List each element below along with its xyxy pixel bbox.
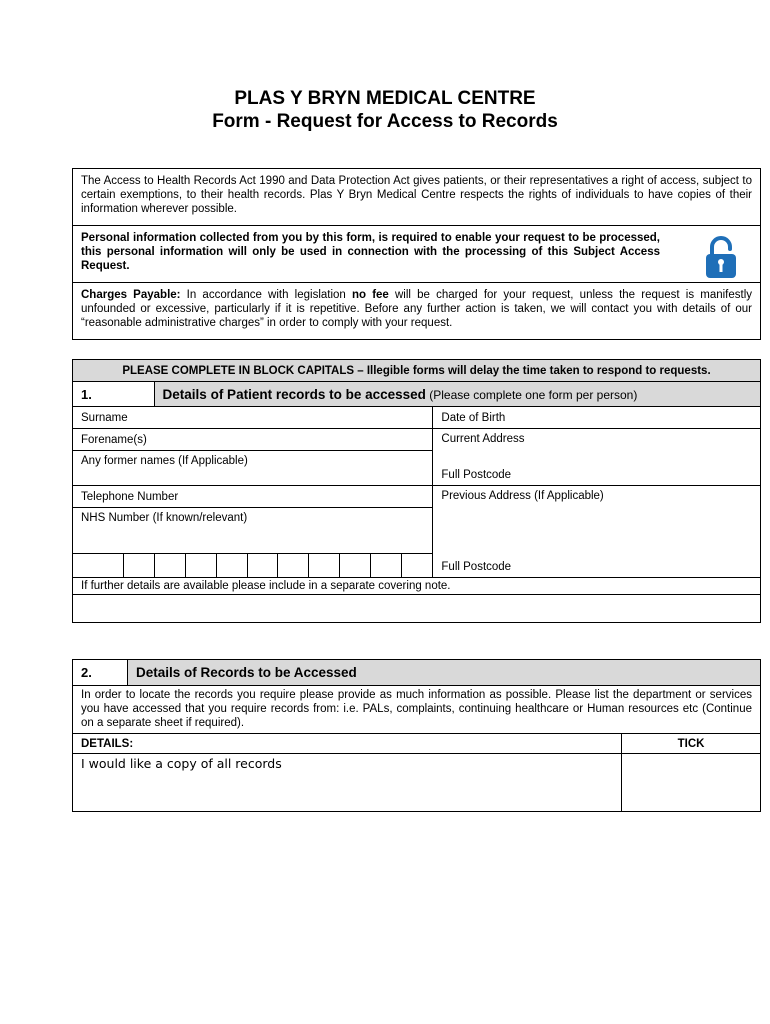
charges-paragraph bbox=[81, 288, 752, 330]
intro-paragraph-acts: The Access to Health Records Act 1990 and Data Protection Act gives patients, or their representatives a right of access, subject to certain exemptions, to their health records. Plas Y Bryn Medical Centre respects the rights of individuals to have copies of their information wherever possible. bbox=[81, 175, 752, 215]
previous-address-label: Previous Address (If Applicable) bbox=[441, 490, 604, 502]
further-details-field[interactable] bbox=[73, 595, 761, 623]
section1-form bbox=[72, 359, 761, 623]
date-of-birth-label: Date of Birth bbox=[441, 411, 506, 424]
section1-number: 1. bbox=[73, 382, 155, 407]
tick-box[interactable] bbox=[622, 754, 761, 812]
intro-paragraph-personal: Personal information collected from you by this form, is required to enable your request to be processed, this personal information will only be used in connection with the processing of this Subject Access Request. bbox=[81, 232, 660, 272]
current-address-label: Current Address bbox=[441, 433, 525, 445]
details-column-header: DETAILS: bbox=[73, 734, 622, 754]
padlock-icon bbox=[704, 234, 738, 285]
forenames-field[interactable] bbox=[73, 429, 433, 451]
intro-section-personal bbox=[73, 226, 760, 283]
former-names-field[interactable] bbox=[73, 451, 433, 486]
nhs-digit-box[interactable] bbox=[216, 554, 247, 578]
nhs-digit-box[interactable] bbox=[154, 554, 185, 578]
nhs-digit-box[interactable] bbox=[185, 554, 216, 578]
section1-heading-cell bbox=[154, 382, 760, 407]
nhs-digit-box[interactable] bbox=[340, 554, 371, 578]
section2-number: 2. bbox=[73, 660, 128, 686]
further-details-note: If further details are available please include in a separate covering note. bbox=[73, 578, 761, 595]
forenames-label: Forename(s) bbox=[81, 433, 147, 446]
charges-text-a: In accordance with legislation bbox=[180, 289, 352, 301]
nhs-digit-box[interactable] bbox=[371, 554, 402, 578]
full-postcode-label-2: Full Postcode bbox=[441, 561, 512, 573]
current-address-field[interactable] bbox=[433, 429, 761, 486]
section1-heading-note: (Please complete one form per person) bbox=[425, 387, 638, 402]
practice-name: PLAS Y BRYN MEDICAL CENTRE bbox=[234, 88, 536, 109]
nhs-digit-box[interactable] bbox=[247, 554, 278, 578]
section2-instructions: In order to locate the records you require please provide as much information as possible. Please list the department or services you have accessed that you require records from: i.e. PALs, complaints, continuing healthcare or Human resources etc (Continue on a separate sheet if required). bbox=[73, 686, 761, 734]
section2-heading: Details of Records to be Accessed bbox=[127, 660, 760, 686]
charges-label: Charges Payable: bbox=[81, 289, 181, 301]
block-capitals-banner: PLEASE COMPLETE IN BLOCK CAPITALS – Illegible forms will delay the time taken to respond to requests. bbox=[73, 360, 761, 382]
full-postcode-label-1: Full Postcode bbox=[441, 469, 512, 481]
surname-field[interactable] bbox=[73, 407, 433, 429]
nhs-digit-box[interactable] bbox=[309, 554, 340, 578]
intro-box bbox=[72, 168, 761, 340]
section2-form bbox=[72, 659, 761, 812]
former-names-label: Any former names (If Applicable) bbox=[81, 455, 248, 467]
details-input[interactable]: I would like a copy of all records bbox=[73, 754, 622, 812]
telephone-label: Telephone Number bbox=[81, 490, 179, 503]
previous-address-field[interactable] bbox=[433, 486, 761, 578]
nhs-number-field[interactable] bbox=[73, 508, 433, 554]
charges-text-b: will be charged for your request, unless the request is manifestly unfounded or excessive, particularly if it is repetitive. Before any further action is taken, we will contact you with details of our “reasonable administrative charges” in order to comply with your request. bbox=[81, 289, 752, 329]
nhs-digit-box[interactable] bbox=[278, 554, 309, 578]
nhs-digit-box[interactable] bbox=[402, 554, 433, 578]
section1-heading: Details of Patient records to be accessed bbox=[162, 386, 426, 402]
intro-section-acts bbox=[73, 169, 760, 226]
nhs-digit-box[interactable] bbox=[123, 554, 154, 578]
nhs-digit-box[interactable] bbox=[73, 554, 124, 578]
charges-no-fee: no fee bbox=[351, 289, 389, 301]
telephone-field[interactable] bbox=[73, 486, 433, 508]
intro-section-charges bbox=[73, 283, 760, 339]
tick-column-header: TICK bbox=[622, 734, 761, 754]
date-of-birth-field[interactable] bbox=[433, 407, 761, 429]
form-title: Form - Request for Access to Records bbox=[212, 111, 558, 132]
surname-label: Surname bbox=[81, 411, 128, 424]
nhs-number-label: NHS Number (If known/relevant) bbox=[81, 512, 248, 524]
